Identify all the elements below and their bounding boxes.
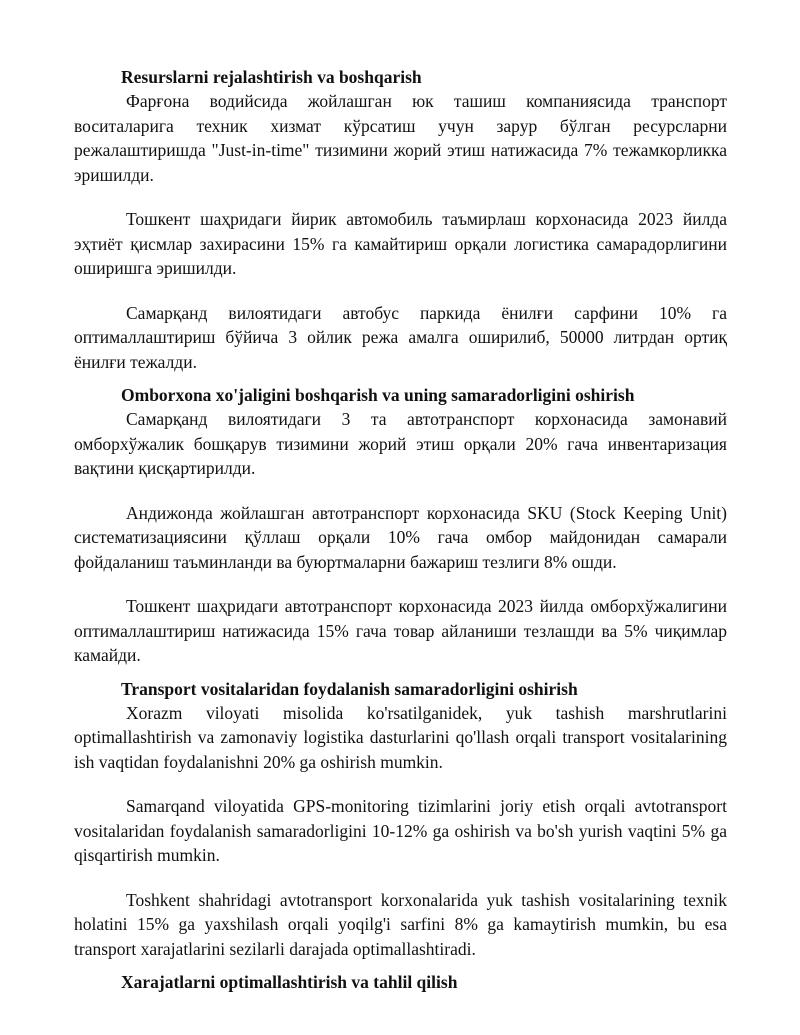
section-cost-optimization xyxy=(74,971,727,994)
paragraph: Тошкент шаҳридаги автотранспорт корхонасида 2023 йилда омборхўжалигини оптималлаштириш натижасида 15% гача товар айланиши тезлашди ва 5% чиқимлар камайди. xyxy=(74,596,727,665)
paragraph: Самарқанд вилоятидаги автобус паркида ёнилғи сарфини 10% га оптималлаштириш бўйича 3 ойлик режа амалга оширилиб, 50000 литрдан ортиқ ёнилғи тежалди. xyxy=(74,302,727,372)
section-heading: Transport vositalaridan foydalanish samaradorligini oshirish xyxy=(121,678,578,699)
paragraph: Samarqand viloyatida GPS-monitoring tizimlarini joriy etish orqali avtotransport vositalaridan foydalanish samaradorligini 10-12% ga oshirish va bo'sh yurish vaqtini 5% ga qisqartirish mumkin. xyxy=(74,796,727,865)
paragraph: Фарғона водийсида жойлашган юк ташиш компаниясида транспорт воситаларига техник хизмат кўрсатиш учун зарур бўлган ресурсларни режалаштиришда "Just-in-time" тизимини жорий этиш натижасида 7% тежамкорликка эришилди. xyxy=(74,91,727,185)
section-heading: Xarajatlarni optimallashtirish va tahlil qilish xyxy=(121,972,458,992)
section-heading: Omborxona xo'jaligini boshqarish va uning samaradorligini oshirish xyxy=(121,385,635,405)
paragraph: Xorazm viloyati misolida ko'rsatilganidek, yuk tashish marshrutlarini optimallashtirish va zamonaviy logistika dasturlarini qo'llash orqali transport vositalarining ish vaqtidan foydalanishni 20% ga oshirish mumkin. xyxy=(74,702,727,772)
section-heading: Resurslarni rejalashtirish va boshqarish xyxy=(121,67,422,87)
paragraph: Тошкент шаҳридаги йирик автомобиль таъмирлаш корхонасида 2023 йилда эҳтиёт қисмлар захирасини 15% га камайтириш орқали логистика самарадорлигини оширишга эришилди. xyxy=(74,209,727,278)
paragraph: Toshkent shahridagi avtotransport korxonalarida yuk tashish vositalarining texnik holatini 15% ga yaxshilash orqali yoqilg'i sarfini 8% ga kamaytirish mumkin, bu esa transport xarajatlarini sezilarli darajada optimallashtiradi. xyxy=(74,889,727,959)
paragraph: Андижонда жойлашган автотранспорт корхонасида SKU (Stock Keeping Unit) систематизациясини қўллаш орқали 10% гача омбор майдонидан самарали фойдаланиш таъминланди ва буюртмаларни бажариш тезлиги 8% ошди. xyxy=(74,502,727,572)
section-warehouse-management xyxy=(74,384,727,668)
section-transport-efficiency xyxy=(74,678,727,962)
paragraph: Самарқанд вилоятидаги 3 та автотранспорт корхонасида замонавий омборхўжалик бошқарув тизимини жорий этиш орқали 20% гача инвентаризация вақтини қисқартирилди. xyxy=(74,409,727,478)
section-resource-planning xyxy=(74,66,727,374)
